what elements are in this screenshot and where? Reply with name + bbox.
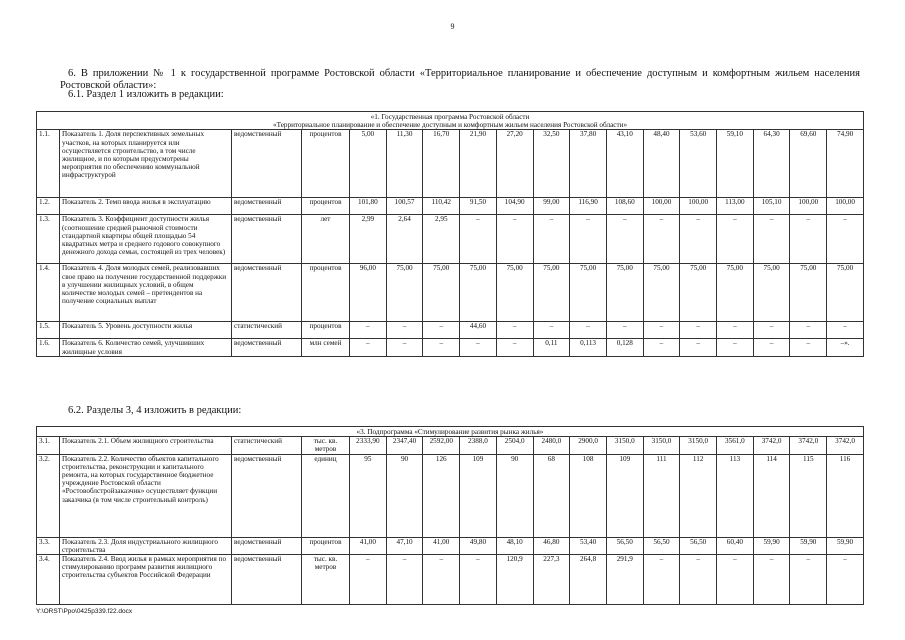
value-cell: 59,90 xyxy=(827,537,864,554)
value-cell: 100,00 xyxy=(827,198,864,215)
value-cell: 116 xyxy=(827,454,864,537)
table-row xyxy=(37,437,864,454)
indicator-type: ведомственный xyxy=(232,537,302,554)
value-cell: 44,60 xyxy=(460,322,497,339)
value-cell: 2,95 xyxy=(423,215,460,264)
row-number: 1.3. xyxy=(37,215,60,264)
value-cell: 32,50 xyxy=(533,130,570,198)
value-cell: 110,42 xyxy=(423,198,460,215)
value-cell: – xyxy=(717,322,754,339)
unit: процентов xyxy=(302,264,350,322)
value-cell: 90 xyxy=(496,454,533,537)
value-cell: 3742,0 xyxy=(790,437,827,454)
value-cell: 11,30 xyxy=(386,130,423,198)
value-cell: 113 xyxy=(717,454,754,537)
indicator-type: ведомственный xyxy=(232,555,302,605)
value-cell: 47,10 xyxy=(386,537,423,554)
value-cell: 75,00 xyxy=(680,264,717,322)
value-cell: 74,90 xyxy=(827,130,864,198)
value-cell: 2,99 xyxy=(350,215,387,264)
value-cell: – xyxy=(790,339,827,356)
value-cell: 2388,0 xyxy=(460,437,497,454)
value-cell: 264,8 xyxy=(570,555,607,605)
value-cell: 75,00 xyxy=(790,264,827,322)
value-cell: 16,70 xyxy=(423,130,460,198)
value-cell: 3150,0 xyxy=(606,437,643,454)
value-cell: 2592,00 xyxy=(423,437,460,454)
value-cell: – xyxy=(533,215,570,264)
table-row xyxy=(37,555,864,605)
unit: процентов xyxy=(302,198,350,215)
value-cell: 100,00 xyxy=(680,198,717,215)
indicator-name: Показатель 4. Доля молодых семей, реализовавших свое право на получение государственной поддержки в улучшении жилищных условий, в общем количестве молодых семей – претендентов на получение социальных выплат xyxy=(60,264,232,322)
value-cell: 56,50 xyxy=(643,537,680,554)
value-cell: 114 xyxy=(753,454,790,537)
value-cell: – xyxy=(643,339,680,356)
value-cell: 109 xyxy=(606,454,643,537)
value-cell: 75,00 xyxy=(386,264,423,322)
value-cell: 126 xyxy=(423,454,460,537)
row-number: 1.2. xyxy=(37,198,60,215)
value-cell: 91,50 xyxy=(460,198,497,215)
value-cell: 75,00 xyxy=(533,264,570,322)
value-cell: 2900,0 xyxy=(570,437,607,454)
value-cell: 75,00 xyxy=(606,264,643,322)
indicator-type: ведомственный xyxy=(232,454,302,537)
unit: процентов xyxy=(302,130,350,198)
value-cell: – xyxy=(790,555,827,605)
value-cell: – xyxy=(827,555,864,605)
value-cell: – xyxy=(680,555,717,605)
value-cell: – xyxy=(717,215,754,264)
indicator-name: Показатель 2.1. Объем жилищного строительства xyxy=(60,437,232,454)
value-cell: 41,00 xyxy=(350,537,387,554)
value-cell: 0,113 xyxy=(570,339,607,356)
value-cell: – xyxy=(606,322,643,339)
value-cell: – xyxy=(386,339,423,356)
value-cell: 75,00 xyxy=(753,264,790,322)
value-cell: 56,50 xyxy=(606,537,643,554)
value-cell: 0,11 xyxy=(533,339,570,356)
indicator-name: Показатель 2.4. Ввод жилья в рамках мероприятия по стимулированию программ развития жилищного строительства субъектов Российской Федерации xyxy=(60,555,232,605)
value-cell: 96,00 xyxy=(350,264,387,322)
value-cell: 112 xyxy=(680,454,717,537)
unit: млн семей xyxy=(302,339,350,356)
value-cell: 75,00 xyxy=(496,264,533,322)
value-cell: 53,60 xyxy=(680,130,717,198)
row-number: 3.3. xyxy=(37,537,60,554)
value-cell: 56,50 xyxy=(680,537,717,554)
value-cell: 113,00 xyxy=(717,198,754,215)
indicator-type: ведомственный xyxy=(232,264,302,322)
table-row xyxy=(37,454,864,537)
value-cell: 100,00 xyxy=(643,198,680,215)
value-cell: – xyxy=(790,322,827,339)
table-row xyxy=(37,215,864,264)
indicator-name: Показатель 6. Количество семей, улучшивших жилищные условия xyxy=(60,339,232,356)
table-title-line2: «Территориальное планирование и обеспечение доступным и комфортным жильем населения Ростовской области» xyxy=(272,121,628,130)
value-cell: 60,40 xyxy=(717,537,754,554)
table-title: «3. Подпрограмма «Стимулирование развития рынка жилья» xyxy=(37,427,864,437)
indicator-type: ведомственный xyxy=(232,130,302,198)
value-cell: 75,00 xyxy=(460,264,497,322)
value-cell: – xyxy=(350,555,387,605)
unit: единиц xyxy=(302,454,350,537)
value-cell: – xyxy=(423,339,460,356)
value-cell: – xyxy=(496,322,533,339)
value-cell: – xyxy=(570,215,607,264)
value-cell: 2333,90 xyxy=(350,437,387,454)
indicator-type: ведомственный xyxy=(232,198,302,215)
value-cell: 69,60 xyxy=(790,130,827,198)
value-cell: 41,00 xyxy=(423,537,460,554)
table-row xyxy=(37,339,864,356)
value-cell: 291,9 xyxy=(606,555,643,605)
value-cell: 100,00 xyxy=(790,198,827,215)
unit: процентов xyxy=(302,322,350,339)
value-cell: 105,10 xyxy=(753,198,790,215)
value-cell: 0,128 xyxy=(606,339,643,356)
value-cell: – xyxy=(423,322,460,339)
value-cell: – xyxy=(827,322,864,339)
value-cell: 108,60 xyxy=(606,198,643,215)
value-cell: 99,00 xyxy=(533,198,570,215)
row-number: 1.5. xyxy=(37,322,60,339)
value-cell: 5,00 xyxy=(350,130,387,198)
indicator-type: статистический xyxy=(232,437,302,454)
table-section-3 xyxy=(36,426,864,605)
value-cell: 75,00 xyxy=(643,264,680,322)
table-row xyxy=(37,322,864,339)
value-cell: 59,10 xyxy=(717,130,754,198)
indicator-type: ведомственный xyxy=(232,339,302,356)
value-cell: 46,80 xyxy=(533,537,570,554)
table-row xyxy=(37,537,864,554)
value-cell: 75,00 xyxy=(827,264,864,322)
value-cell: – xyxy=(680,215,717,264)
value-cell: – xyxy=(606,215,643,264)
unit: тыс. кв. метров xyxy=(302,555,350,605)
value-cell: 37,80 xyxy=(570,130,607,198)
value-cell: – xyxy=(827,215,864,264)
unit: тыс. кв. метров xyxy=(302,437,350,454)
indicator-name: Показатель 3. Коэффициент доступности жилья (соотношение средней рыночной стоимости стандартной квартиры общей площадью 54 квадратных метра и среднего годового совокупного денежного дохода семьи, состоящей из трех человек) xyxy=(60,215,232,264)
value-cell: 115 xyxy=(790,454,827,537)
value-cell: – xyxy=(680,322,717,339)
table-row xyxy=(37,130,864,198)
value-cell: 59,90 xyxy=(790,537,827,554)
value-cell: 43,10 xyxy=(606,130,643,198)
value-cell: – xyxy=(643,322,680,339)
row-number: 1.6. xyxy=(37,339,60,356)
value-cell: 104,90 xyxy=(496,198,533,215)
value-cell: 2,64 xyxy=(386,215,423,264)
value-cell: – xyxy=(717,555,754,605)
value-cell: 3742,0 xyxy=(827,437,864,454)
value-cell: – xyxy=(643,215,680,264)
table-title-line1: «1. Государственная программа Ростовской области xyxy=(370,113,530,121)
value-cell: 27,20 xyxy=(496,130,533,198)
value-cell: – xyxy=(753,215,790,264)
value-cell: – xyxy=(496,215,533,264)
indicator-name: Показатель 2.3. Доля индустриального жилищного строительства xyxy=(60,537,232,554)
row-number: 1.4. xyxy=(37,264,60,322)
indicator-name: Показатель 2.2. Количество объектов капитального строительства, реконструкции и капитального ремонта, на которых государственное бюджетное учреждение Ростовской области «Ростовоблстройзаказчик» осуществляет функции заказчика (в том числе строительный контроль) xyxy=(60,454,232,537)
unit: процентов xyxy=(302,537,350,554)
indicator-type: ведомственный xyxy=(232,215,302,264)
value-cell: – xyxy=(350,339,387,356)
value-cell: 3742,0 xyxy=(753,437,790,454)
value-cell: 59,90 xyxy=(753,537,790,554)
value-cell: – xyxy=(386,322,423,339)
value-cell: – xyxy=(717,339,754,356)
value-cell: 95 xyxy=(350,454,387,537)
value-cell: 53,40 xyxy=(570,537,607,554)
value-cell: 2504,0 xyxy=(496,437,533,454)
value-cell: 48,40 xyxy=(643,130,680,198)
table-header xyxy=(37,427,864,437)
value-cell: 120,9 xyxy=(496,555,533,605)
value-cell: – xyxy=(643,555,680,605)
value-cell: – xyxy=(753,339,790,356)
value-cell: 111 xyxy=(643,454,680,537)
value-cell: 108 xyxy=(570,454,607,537)
value-cell: 48,10 xyxy=(496,537,533,554)
value-cell: 64,30 xyxy=(753,130,790,198)
value-cell: 3150,0 xyxy=(680,437,717,454)
value-cell: 100,57 xyxy=(386,198,423,215)
value-cell: 49,80 xyxy=(460,537,497,554)
value-cell: 75,00 xyxy=(570,264,607,322)
value-cell: – xyxy=(496,339,533,356)
value-cell: – xyxy=(460,339,497,356)
value-cell: 21,90 xyxy=(460,130,497,198)
indicator-name: Показатель 2. Темп ввода жилья в эксплуатацию xyxy=(60,198,232,215)
indicator-name: Показатель 1. Доля перспективных земельных участков, на которых планируется или осуществляется строительство, в том числе жилищное, и по которым предусмотрены мероприятия по обеспечению коммунальной инфраструктурой xyxy=(60,130,232,198)
value-cell: 3561,0 xyxy=(717,437,754,454)
value-cell: 109 xyxy=(460,454,497,537)
indicator-name: Показатель 5. Уровень доступности жилья xyxy=(60,322,232,339)
paragraph-6-2: 6.2. Разделы 3, 4 изложить в редакции: xyxy=(68,405,242,416)
value-cell: – xyxy=(753,322,790,339)
value-cell: 227,3 xyxy=(533,555,570,605)
value-cell: 90 xyxy=(386,454,423,537)
value-cell: – xyxy=(753,555,790,605)
value-cell: – xyxy=(680,339,717,356)
table-section-1 xyxy=(36,111,864,357)
row-number: 1.1. xyxy=(37,130,60,198)
indicator-type: статистический xyxy=(232,322,302,339)
table-header xyxy=(37,112,864,130)
row-number: 3.4. xyxy=(37,555,60,605)
value-cell: – xyxy=(423,555,460,605)
table-row xyxy=(37,198,864,215)
value-cell: –». xyxy=(827,339,864,356)
value-cell: 2347,40 xyxy=(386,437,423,454)
paragraph-6-1: 6.1. Раздел 1 изложить в редакции: xyxy=(68,89,224,100)
row-number: 3.1. xyxy=(37,437,60,454)
value-cell: – xyxy=(460,555,497,605)
value-cell: 75,00 xyxy=(423,264,460,322)
row-number: 3.2. xyxy=(37,454,60,537)
value-cell: 75,00 xyxy=(717,264,754,322)
file-path: Y:\ORST\Ppo\0425p339.f22.docx xyxy=(36,608,133,615)
value-cell: 68 xyxy=(533,454,570,537)
page-number: 9 xyxy=(450,22,455,31)
unit: лет xyxy=(302,215,350,264)
value-cell: – xyxy=(533,322,570,339)
value-cell: – xyxy=(460,215,497,264)
value-cell: – xyxy=(790,215,827,264)
value-cell: 116,90 xyxy=(570,198,607,215)
paragraph-6: 6. В приложении № 1 к государственной программе Ростовской области «Территориальное планирование и обеспечение доступным и комфортным жильем населения Ростовской области»: xyxy=(60,68,860,91)
value-cell: – xyxy=(350,322,387,339)
value-cell: 3150,0 xyxy=(643,437,680,454)
value-cell: 2480,0 xyxy=(533,437,570,454)
table-row xyxy=(37,264,864,322)
value-cell: 101,80 xyxy=(350,198,387,215)
value-cell: – xyxy=(386,555,423,605)
value-cell: – xyxy=(570,322,607,339)
